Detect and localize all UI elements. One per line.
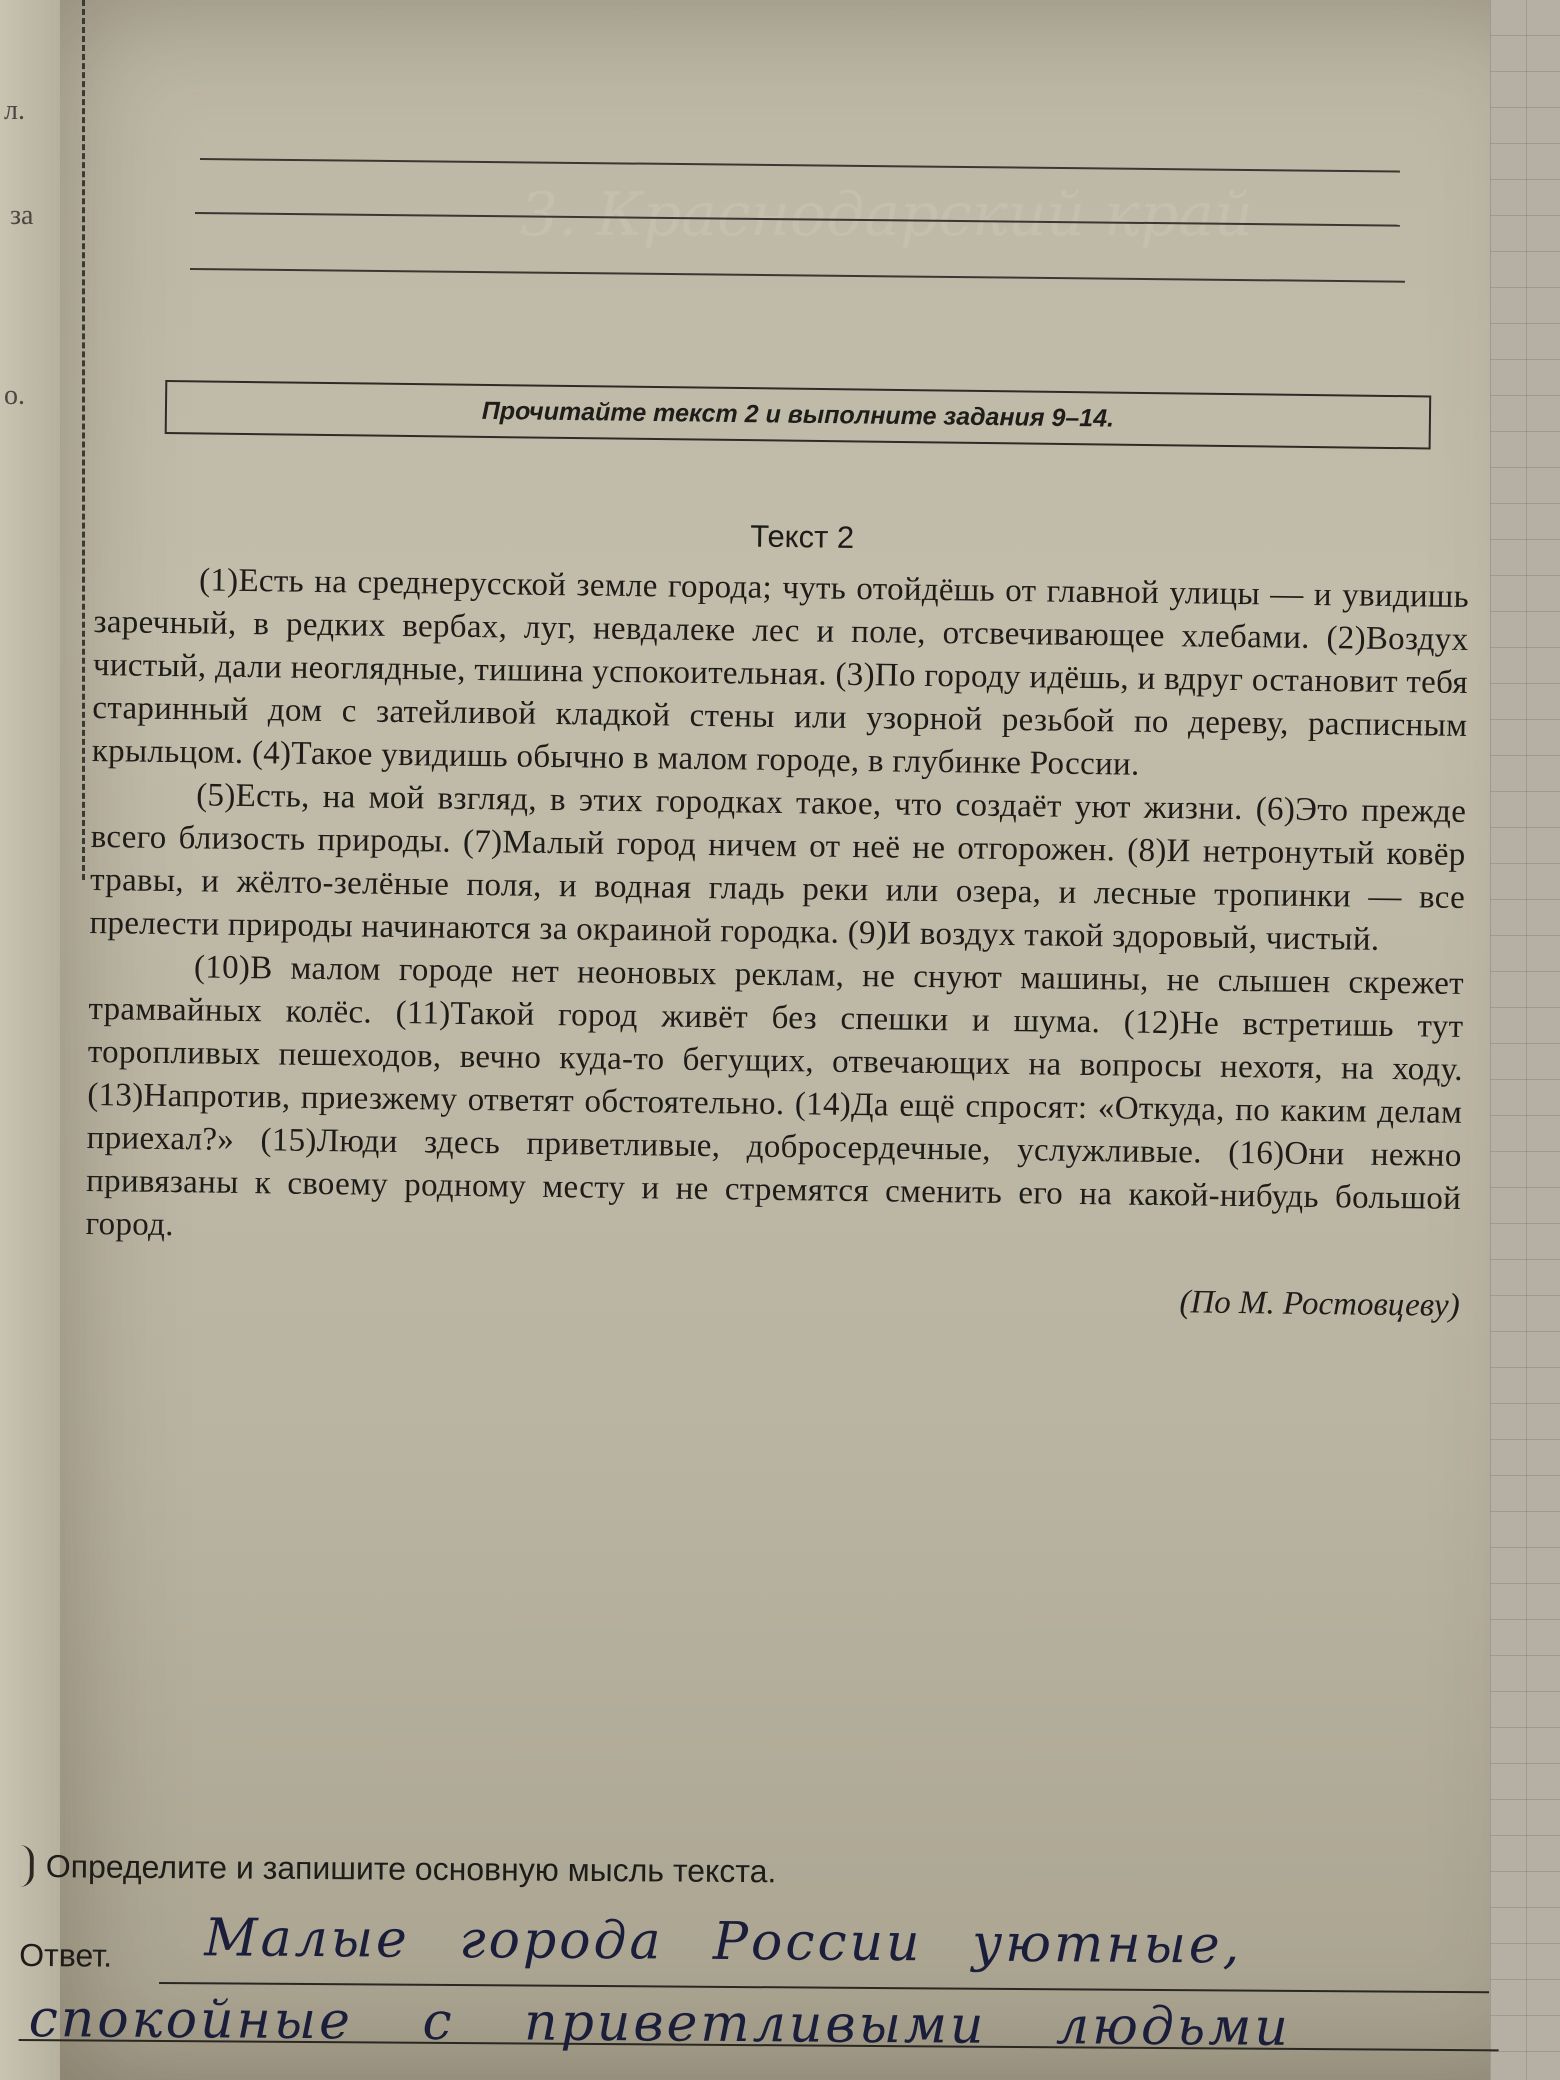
answer-area[interactable] bbox=[19, 1908, 1479, 2058]
paragraph-3: (10)В малом городе нет неоновых реклам, не снуют машины, не слышен скрежет трамвайных колёс. (11)Такой город живёт без спешки и шума. (12)Не встретишь тут торопливых пешеходов, вечно куда-то бегущих, отвечающих на вопросы нехотя, на ходу. (13)Напротив, приезжему ответят обстоятельно. (14)Да ещё спросят: «Откуда, по каким делам приехал?» (15)Люди здесь приветливые, добросердечные, услужливые. (16)Они нежно привязаны к своему родному месту и не стремятся сменить его на какой-нибудь большой город. bbox=[85, 949, 1465, 1244]
text-title: Текст 2 bbox=[750, 518, 855, 555]
text-2-body bbox=[85, 510, 1470, 1325]
graph-paper-edge bbox=[1490, 0, 1560, 2080]
task-instruction-text: Прочитайте текст 2 и выполните задания 9–14. bbox=[481, 396, 1115, 433]
handwritten-answer-line-1: Малые города России уютные, bbox=[204, 1908, 1243, 1976]
embossed-imprint: 3. Краснодарский край bbox=[520, 180, 1253, 250]
dashed-cut-line bbox=[82, 0, 85, 880]
question-section bbox=[19, 1845, 1480, 2058]
paragraph-2: (5)Есть, на мой взгляд, в этих городках такое, что создаёт уют жизни. (6)Это прежде всего близость природы. (7)Малый город ничем от неё не отгорожен. (8)И нетронутый ковёр травы, и жёлто-зелёные поля, и водная гладь реки или озера, и лесные тропинки — все прелести природы начинаются за окраиной городка. (9)И воздух такой здоровый, чистый. bbox=[89, 777, 1467, 958]
margin-mark-3: о. bbox=[4, 380, 25, 411]
answer-label: Ответ. bbox=[19, 1936, 113, 1974]
task-number-marker bbox=[20, 1845, 34, 1887]
margin-mark-2: за bbox=[10, 200, 34, 231]
author-attribution: (По М. Ростовцеву) bbox=[1179, 1284, 1460, 1324]
margin-mark-1: л. bbox=[4, 95, 25, 126]
question-prompt: Определите и запишите основную мысль текста. bbox=[45, 1847, 777, 1889]
handwritten-answer-line-2: спокойные с приветливыми людьми bbox=[28, 1989, 1292, 2058]
paragraph-1: (1)Есть на среднерусской земле города; чуть отойдёшь от главной улицы — и увидишь заречный, в редких вербах, луг, невдалеке лес и поле, отсвечивающее хлебами. (2)Воздух чистый, дали неоглядные, тишина успокоительная. (3)По городу идёшь, и вдруг остановит тебя старинный дом с затейливой кладкой стены или узорной резьбой по дереву, расписным крыльцом. (4)Такое увидишь обычно в малом городе, в глубинке России. bbox=[91, 562, 1470, 783]
left-page-edge bbox=[0, 0, 60, 2080]
